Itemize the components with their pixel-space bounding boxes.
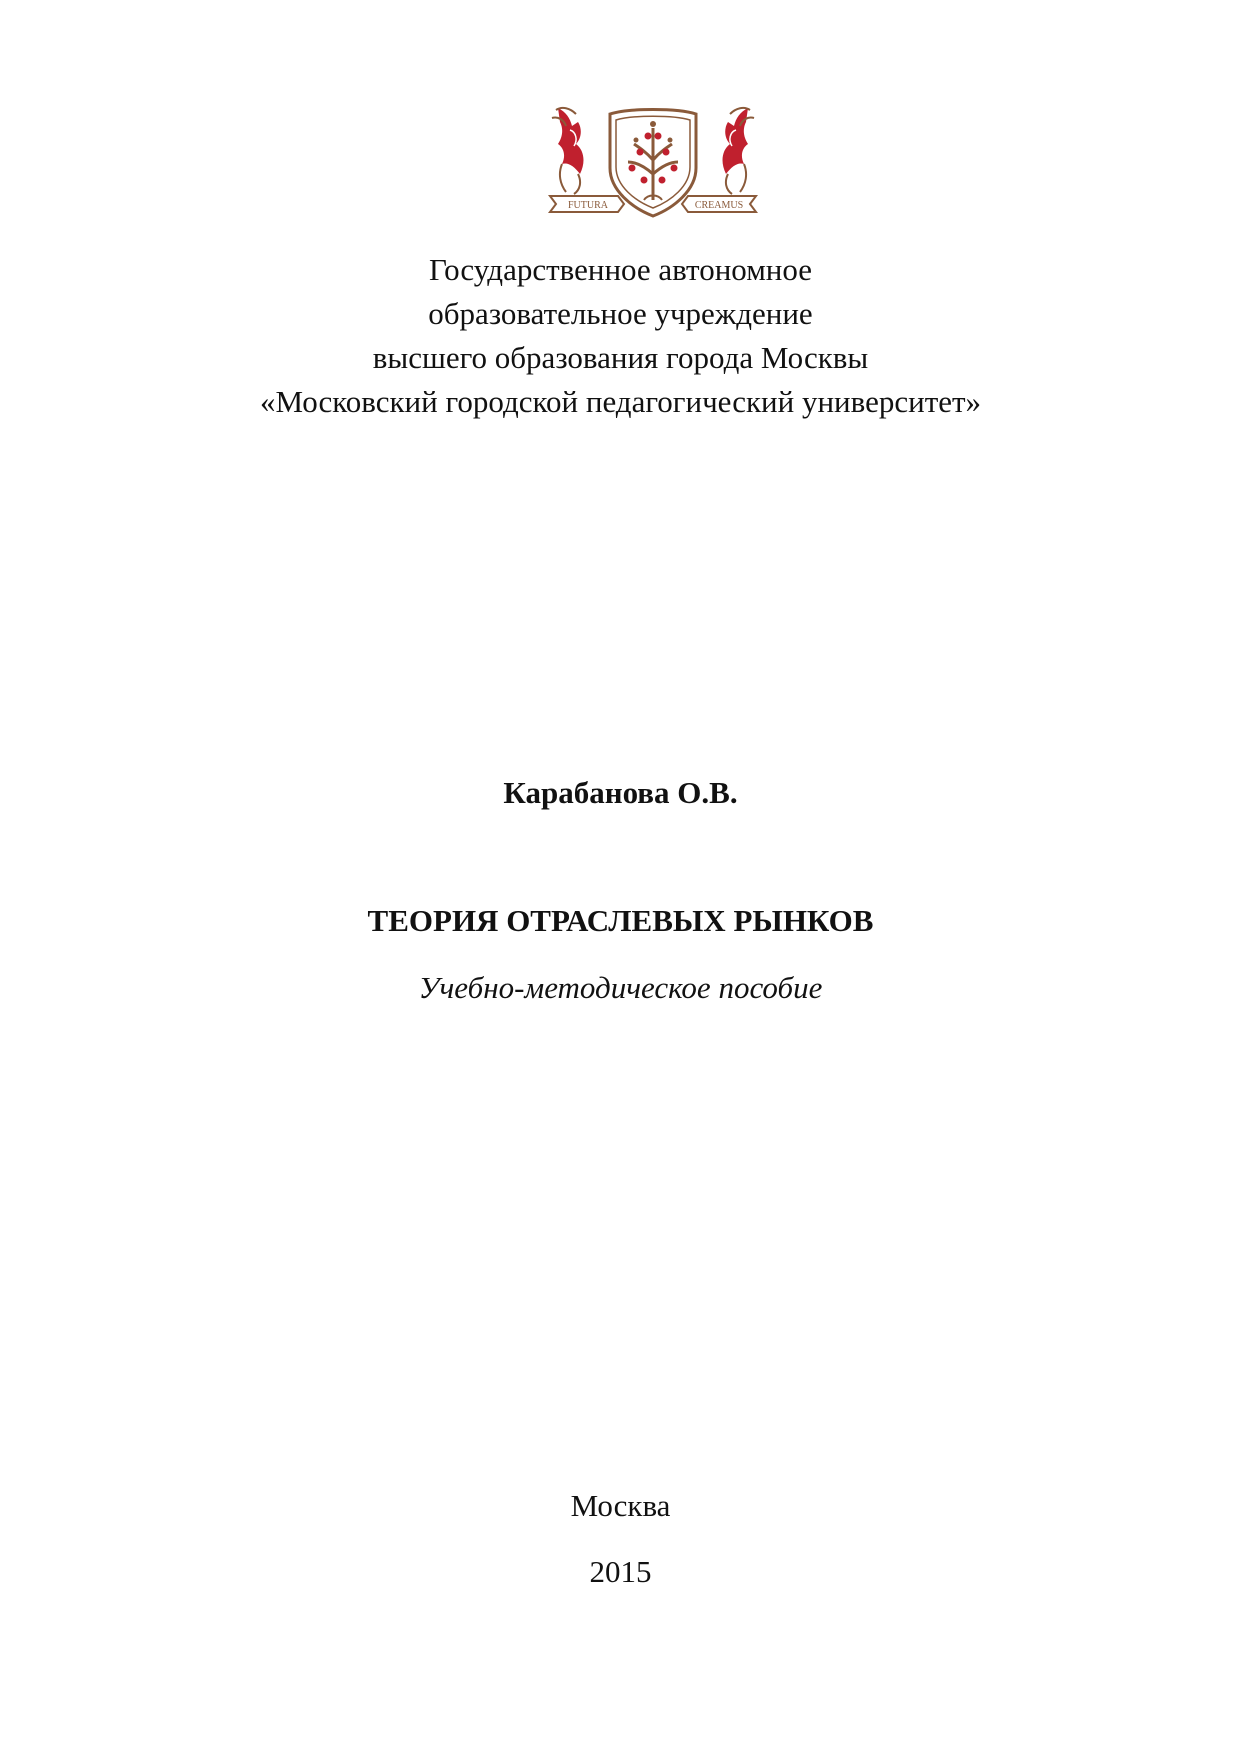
publication-city: Москва (570, 1488, 671, 1523)
institution-name (0, 248, 1241, 424)
university-emblem (548, 104, 758, 226)
author-name: Карабанова О.В. (503, 775, 738, 810)
institution-line: высшего образования города Москвы (372, 340, 869, 375)
motto-left-text: FUTURA (567, 200, 609, 211)
right-griffin-icon (723, 108, 754, 194)
book-title: ТЕОРИЯ ОТРАСЛЕВЫХ РЫНКОВ (367, 903, 874, 938)
institution-line: Государственное автономное (428, 252, 813, 287)
left-griffin-icon (552, 108, 583, 194)
motto-right-text: CREAMUS (694, 200, 744, 211)
institution-line: «Московский городской педагогический университет» (259, 384, 982, 419)
emblem-graphic (548, 104, 758, 226)
institution-line: образовательное учреждение (428, 296, 813, 331)
book-subtitle: Учебно-методическое пособие (418, 970, 823, 1005)
publication-year: 2015 (589, 1554, 652, 1589)
